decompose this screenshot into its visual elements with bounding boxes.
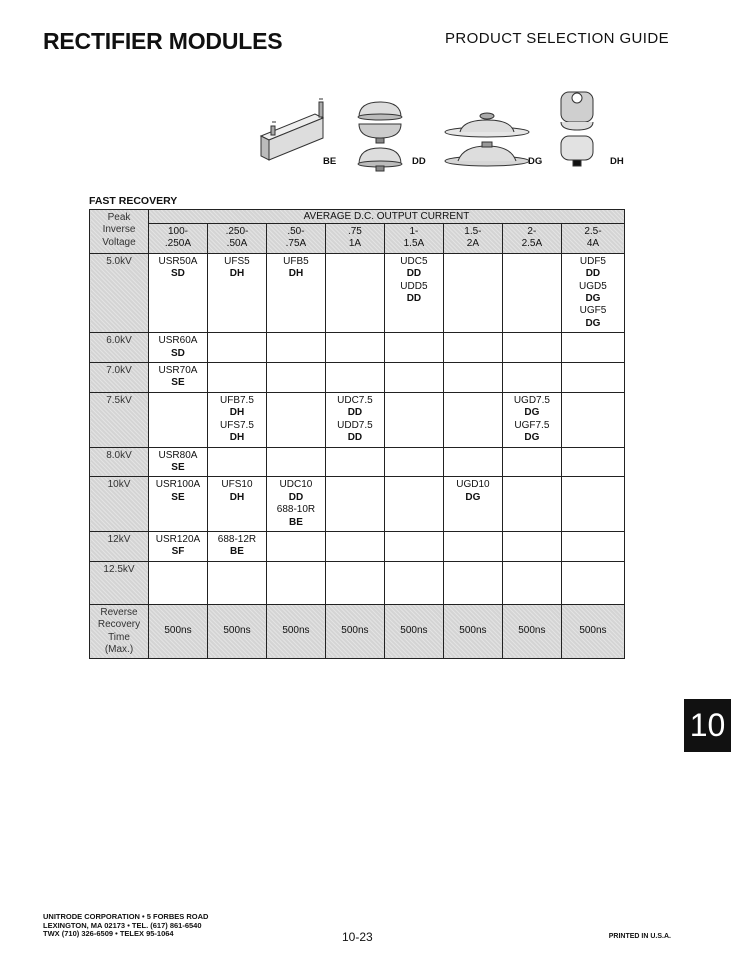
- voltage-cell: 10kV: [90, 477, 149, 532]
- part-number: 688-12R: [217, 533, 257, 545]
- part-cell: [502, 333, 561, 363]
- part-number: UFS5: [224, 255, 250, 267]
- part-cell: [148, 531, 207, 561]
- address-line: TWX (710) 326-6509 • TELEX 95-1064: [43, 929, 174, 938]
- part-cell: [384, 561, 443, 604]
- current-column-header: [207, 224, 266, 254]
- column-header-line: 1.5-: [464, 226, 482, 237]
- part-cell: [325, 531, 384, 561]
- part-number: UGF7.5: [514, 419, 550, 431]
- part-cell: [207, 363, 266, 393]
- part-cell: [325, 392, 384, 447]
- column-header-line: 1-: [409, 226, 419, 237]
- page-title: RECTIFIER MODULES: [43, 28, 283, 54]
- part-cell: [266, 363, 325, 393]
- part-cell: [207, 477, 266, 532]
- package-label-dg: DG: [528, 156, 543, 167]
- part-cell: [561, 477, 624, 532]
- package-code: DD: [347, 432, 363, 444]
- table-row: [90, 447, 625, 477]
- recovery-time-cell: 500ns: [443, 604, 502, 659]
- part-cell: [148, 477, 207, 532]
- recovery-label-line: Recovery: [97, 619, 141, 631]
- part-cell: [384, 447, 443, 477]
- part-cell: [443, 363, 502, 393]
- part-number: UGD5: [579, 280, 607, 292]
- part-number: UDF5: [579, 255, 606, 267]
- part-number: UGF5: [579, 305, 607, 317]
- part-cell: [207, 531, 266, 561]
- current-column-header: [384, 224, 443, 254]
- package-code: DD: [406, 293, 422, 305]
- recovery-label-line: (Max.): [104, 643, 134, 655]
- part-cell: [502, 477, 561, 532]
- package-code: DG: [465, 491, 481, 503]
- voltage-cell: 7.5kV: [90, 392, 149, 447]
- package-code: DD: [288, 491, 304, 503]
- recovery-label-line: Time: [108, 631, 130, 643]
- voltage-cell: 7.0kV: [90, 363, 149, 393]
- address-line: UNITRODE CORPORATION • 5 FORBES ROAD: [43, 912, 209, 921]
- recovery-time-cell: 500ns: [148, 604, 207, 659]
- part-number: UFB5: [283, 255, 309, 267]
- page-number: 10-23: [342, 930, 373, 944]
- part-cell: [502, 447, 561, 477]
- voltage-cell: 5.0kV: [90, 253, 149, 332]
- part-cell: [325, 477, 384, 532]
- part-number: USR100A: [155, 479, 201, 491]
- corner-header: [90, 210, 149, 254]
- package-code: SD: [171, 268, 185, 280]
- part-cell: [443, 333, 502, 363]
- package-code: SE: [171, 377, 185, 389]
- part-cell: [207, 392, 266, 447]
- part-cell: [266, 531, 325, 561]
- column-header-line: 4A: [586, 238, 600, 250]
- part-cell: [502, 253, 561, 332]
- current-group-header: AVERAGE D.C. OUTPUT CURRENT: [148, 210, 624, 224]
- part-cell: [502, 363, 561, 393]
- recovery-time-cell: 500ns: [325, 604, 384, 659]
- current-column-header: [502, 224, 561, 254]
- part-cell: [207, 561, 266, 604]
- part-number: UFB7.5: [220, 394, 254, 406]
- current-column-header: [443, 224, 502, 254]
- package-code: DD: [347, 407, 363, 419]
- part-cell: [561, 447, 624, 477]
- package-code: SD: [171, 347, 185, 359]
- part-number: UDD7.5: [337, 419, 373, 431]
- part-cell: [266, 333, 325, 363]
- printed-note: PRINTED IN U.S.A.: [608, 933, 671, 940]
- table-row: [90, 561, 625, 604]
- recovery-row: [90, 604, 625, 659]
- part-cell: [443, 392, 502, 447]
- package-code: DH: [229, 432, 245, 444]
- voltage-cell: 12.5kV: [90, 561, 149, 604]
- part-cell: [266, 561, 325, 604]
- page-subtitle: PRODUCT SELECTION GUIDE: [445, 30, 669, 47]
- part-number: UFS10: [221, 479, 253, 491]
- table-row: [90, 392, 625, 447]
- part-cell: [266, 253, 325, 332]
- part-cell: [443, 561, 502, 604]
- part-cell: [443, 531, 502, 561]
- part-number: UGD10: [456, 479, 490, 491]
- table-row: [90, 363, 625, 393]
- corner-line: Inverse: [102, 224, 136, 236]
- package-code: DH: [229, 268, 245, 280]
- package-code: SF: [171, 546, 185, 558]
- voltage-cell: 12kV: [90, 531, 149, 561]
- part-cell: [325, 253, 384, 332]
- part-cell: [561, 333, 624, 363]
- package-be-drawing: [261, 99, 323, 160]
- company-address: [43, 913, 208, 939]
- package-code: DG: [585, 293, 601, 305]
- part-number: 688-10R: [276, 504, 316, 516]
- column-header-line: 1A: [348, 238, 362, 250]
- part-cell: [325, 333, 384, 363]
- package-code: DG: [524, 432, 540, 444]
- column-header-line: 2-: [527, 226, 537, 237]
- package-dg-drawing: [445, 113, 529, 166]
- package-code: DG: [524, 407, 540, 419]
- selection-table: [89, 209, 625, 659]
- package-code: DH: [229, 407, 245, 419]
- part-cell: [502, 561, 561, 604]
- package-code: SE: [171, 461, 185, 473]
- part-cell: [443, 447, 502, 477]
- column-header-line: .75A: [285, 238, 307, 250]
- part-cell: [384, 477, 443, 532]
- part-cell: [502, 392, 561, 447]
- part-number: USR60A: [158, 335, 198, 347]
- package-code: DG: [585, 317, 601, 329]
- recovery-time-cell: 500ns: [502, 604, 561, 659]
- column-header-line: .250-: [225, 226, 249, 237]
- package-label-dh: DH: [610, 156, 624, 167]
- package-dd-drawing: [358, 102, 402, 171]
- current-column-header: [561, 224, 624, 254]
- recovery-time-cell: 500ns: [266, 604, 325, 659]
- part-cell: [266, 447, 325, 477]
- package-label-dd: DD: [412, 156, 426, 167]
- part-cell: [266, 392, 325, 447]
- part-cell: [266, 477, 325, 532]
- package-code: SE: [171, 491, 185, 503]
- package-illustrations: [255, 86, 635, 176]
- package-code: DD: [406, 268, 422, 280]
- part-number: UGD7.5: [513, 394, 550, 406]
- table-row: [90, 531, 625, 561]
- part-cell: [384, 392, 443, 447]
- current-column-header: [325, 224, 384, 254]
- part-cell: [148, 447, 207, 477]
- column-header-line: .250A: [164, 238, 192, 250]
- part-cell: [148, 363, 207, 393]
- part-cell: [443, 477, 502, 532]
- corner-line: Voltage: [102, 236, 136, 248]
- part-cell: [561, 253, 624, 332]
- column-header-line: 2.5A: [521, 238, 543, 250]
- part-cell: [384, 363, 443, 393]
- corner-line: Peak: [107, 212, 131, 223]
- package-drawings: [255, 86, 635, 176]
- recovery-time-cell: 500ns: [561, 604, 624, 659]
- package-code: DH: [229, 491, 245, 503]
- package-code: BE: [230, 546, 244, 558]
- recovery-label: [90, 604, 149, 659]
- package-label-be: BE: [323, 156, 337, 167]
- table-row: [90, 477, 625, 532]
- part-number: USR50A: [158, 255, 198, 267]
- column-header-line: .50-: [287, 226, 305, 237]
- part-cell: [325, 447, 384, 477]
- part-number: UDC7.5: [337, 394, 373, 406]
- part-cell: [325, 363, 384, 393]
- section-title: FAST RECOVERY: [89, 195, 178, 207]
- column-header-line: 2A: [466, 238, 480, 250]
- current-column-header: [266, 224, 325, 254]
- package-dh-drawing: [561, 92, 593, 166]
- part-number: USR80A: [158, 449, 198, 461]
- part-cell: [561, 392, 624, 447]
- part-cell: [148, 392, 207, 447]
- part-cell: [207, 447, 266, 477]
- part-number: UDC5: [400, 255, 428, 267]
- package-code: BE: [288, 516, 303, 528]
- part-cell: [207, 333, 266, 363]
- column-header-line: 1.5A: [403, 238, 425, 250]
- column-header-line: 100-: [167, 226, 188, 237]
- part-cell: [561, 363, 624, 393]
- column-header-line: 2.5-: [584, 226, 602, 237]
- table-row: [90, 333, 625, 363]
- part-cell: [325, 561, 384, 604]
- recovery-time-cell: 500ns: [384, 604, 443, 659]
- part-cell: [148, 561, 207, 604]
- chapter-tab: 10: [684, 699, 731, 752]
- voltage-cell: 6.0kV: [90, 333, 149, 363]
- column-header-line: .50A: [226, 238, 248, 250]
- recovery-label-line: Reverse: [100, 606, 138, 618]
- package-code: DD: [585, 268, 601, 280]
- voltage-cell: 8.0kV: [90, 447, 149, 477]
- part-cell: [502, 531, 561, 561]
- current-column-header: [148, 224, 207, 254]
- recovery-time-cell: 500ns: [207, 604, 266, 659]
- part-cell: [443, 253, 502, 332]
- part-number: UDD5: [400, 280, 428, 292]
- part-cell: [207, 253, 266, 332]
- column-header-line: .75: [347, 226, 362, 237]
- part-cell: [561, 561, 624, 604]
- table-row: [90, 253, 625, 332]
- package-code: DH: [288, 268, 304, 280]
- part-cell: [561, 531, 624, 561]
- part-cell: [148, 253, 207, 332]
- part-cell: [384, 531, 443, 561]
- part-number: UFS7.5: [220, 419, 254, 431]
- part-cell: [384, 253, 443, 332]
- address-line: LEXINGTON, MA 02173 • TEL. (617) 861-6540: [43, 920, 202, 930]
- part-number: UDC10: [279, 479, 313, 491]
- part-cell: [148, 333, 207, 363]
- part-cell: [384, 333, 443, 363]
- part-number: USR120A: [155, 533, 201, 545]
- part-number: USR70A: [158, 365, 198, 377]
